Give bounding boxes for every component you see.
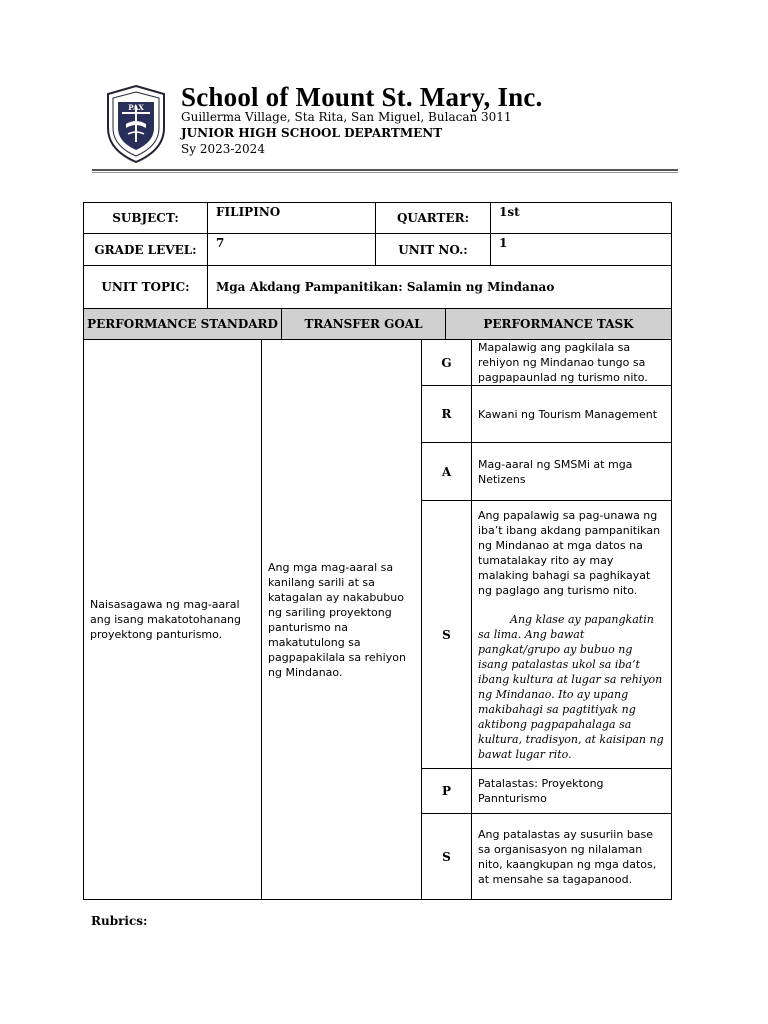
- grasps-situation-text: Ang papalawig sa pag-unawa ng iba’t ibang akdang pampanitikan ng Mindanao at mga datos na tumatalakay rito ay may malaking bahagi sa paghikayat ng paglago ang turismo nito.: [478, 508, 661, 597]
- school-address: Guillerma Village, Sta Rita, San Miguel, Bulacan 3011: [181, 110, 512, 124]
- transfer-goal-header: TRANSFER GOAL: [282, 309, 446, 340]
- grasps-standards-text: Ang patalastas ay susuriin base sa organisasyon ng nilalaman nito, kaangkupan ng mga datos, at mensahe sa tagapanood.: [472, 814, 672, 900]
- grasps-letter-standards: S: [422, 814, 472, 900]
- document-header: [104, 80, 704, 170]
- performance-task-header: PERFORMANCE TASK: [446, 309, 672, 340]
- grade-level-value: 7: [208, 234, 376, 266]
- header-divider-thin: [92, 172, 678, 173]
- grasps-product-text: Patalastas: Proyektong Pannturismo: [472, 769, 672, 814]
- grasps-goal-text: Mapalawig ang pagkilala sa rehiyon ng Mindanao tungo sa pagpapaunlad ng turismo nito.: [472, 340, 672, 386]
- unit-no-value: 1: [491, 234, 672, 266]
- grasps-audience-text: Mag-aaral ng SMSMi at mga Netizens: [472, 443, 672, 501]
- subject-value: FILIPINO: [208, 203, 376, 234]
- performance-standard-header: PERFORMANCE STANDARD: [84, 309, 282, 340]
- grasps-letter-situation: S: [422, 501, 472, 769]
- grasps-situation-cell: [472, 501, 672, 769]
- quarter-value: 1st: [491, 203, 672, 234]
- grasps-letter-role: R: [422, 386, 472, 443]
- svg-text:PAX: PAX: [128, 103, 144, 112]
- quarter-label: QUARTER:: [376, 203, 491, 234]
- school-name: School of Mount St. Mary, Inc.: [181, 82, 543, 112]
- rubrics-label: Rubrics:: [91, 914, 148, 928]
- unit-topic-label: UNIT TOPIC:: [84, 266, 208, 309]
- header-divider: [92, 169, 678, 171]
- grasps-table: [83, 308, 672, 900]
- unit-info-table: [83, 202, 672, 309]
- school-year: Sy 2023-2024: [181, 142, 265, 156]
- grade-level-label: GRADE LEVEL:: [84, 234, 208, 266]
- department-name: JUNIOR HIGH SCHOOL DEPARTMENT: [181, 126, 443, 140]
- transfer-goal-text: Ang mga mag-aaral sa kanilang sarili at sa katagalan ay nakabubuo ng sariling proyektong panturismo na makatutulong sa pagpapakilala sa rehiyon ng Mindanao.: [262, 340, 422, 900]
- grasps-situation-instructions: Ang klase ay papangkatin sa lima. Ang bawat pangkat/grupo ay bubuo ng isang patalastas ukol sa iba’t ibang kultura at lugar sa rehiyon ng Mindanao. Ito ay upang makibahagi sa pagtitiyak ng aktibong pagpapahalaga sa kultura, tradisyon, at kaisipan ng bawat lugar rito.: [478, 612, 664, 761]
- unit-no-label: UNIT NO.:: [376, 234, 491, 266]
- unit-topic-value: Mga Akdang Pampanitikan: Salamin ng Mindanao: [208, 266, 672, 309]
- grasps-letter-product: P: [422, 769, 472, 814]
- subject-label: SUBJECT:: [84, 203, 208, 234]
- school-seal-icon: [104, 84, 168, 164]
- grasps-letter-audience: A: [422, 443, 472, 501]
- grasps-role-text: Kawani ng Tourism Management: [472, 386, 672, 443]
- performance-standard-text: Naisasagawa ng mag-aaral ang isang makatotohanang proyektong panturismo.: [84, 340, 262, 900]
- grasps-letter-goal: G: [422, 340, 472, 386]
